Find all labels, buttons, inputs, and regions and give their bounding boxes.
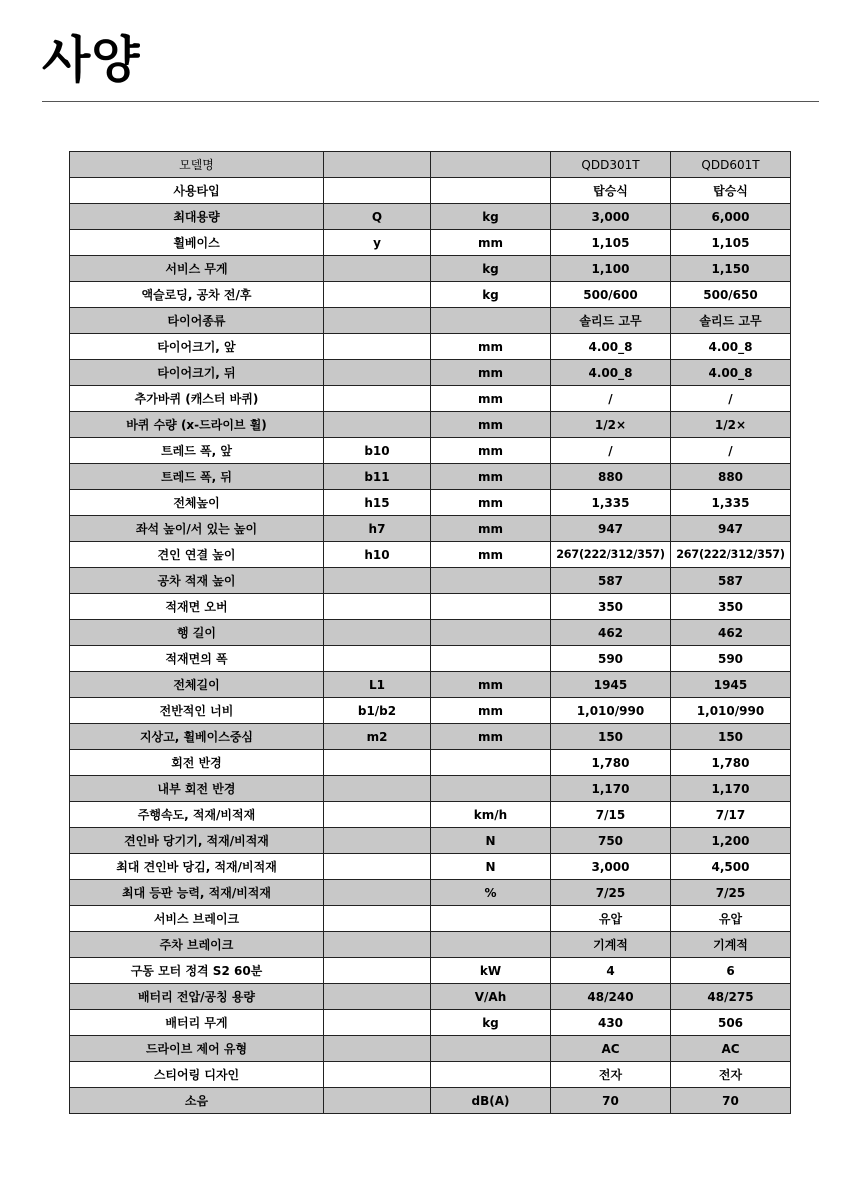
- spec-label: 공차 적재 높이: [70, 568, 324, 594]
- spec-unit: mm: [431, 516, 551, 542]
- spec-unit: [431, 620, 551, 646]
- spec-value-model-1: 1,100: [551, 256, 671, 282]
- spec-value-model-1: 전자: [551, 1062, 671, 1088]
- spec-unit: [431, 1036, 551, 1062]
- spec-label: 사용타입: [70, 178, 324, 204]
- spec-label: 내부 회전 반경: [70, 776, 324, 802]
- spec-value-model-2: 1,170: [671, 776, 791, 802]
- spec-symbol: [324, 620, 431, 646]
- spec-label: 추가바퀴 (캐스터 바퀴): [70, 386, 324, 412]
- spec-value-model-2: 1,150: [671, 256, 791, 282]
- spec-value-model-2: 500/650: [671, 282, 791, 308]
- spec-label: 바퀴 수량 (x-드라이브 휠): [70, 412, 324, 438]
- spec-symbol: b10: [324, 438, 431, 464]
- table-row: [70, 932, 791, 958]
- spec-value-model-2: 7/25: [671, 880, 791, 906]
- header-model: 모델명: [70, 152, 324, 178]
- header-unit: [431, 152, 551, 178]
- spec-value-model-2: 506: [671, 1010, 791, 1036]
- table-row: [70, 906, 791, 932]
- spec-value-model-1: 3,000: [551, 204, 671, 230]
- spec-unit: mm: [431, 542, 551, 568]
- spec-label: 트레드 폭, 뒤: [70, 464, 324, 490]
- spec-symbol: [324, 308, 431, 334]
- spec-value-model-1: 1/2×: [551, 412, 671, 438]
- spec-symbol: [324, 646, 431, 672]
- spec-unit: [431, 646, 551, 672]
- spec-symbol: [324, 412, 431, 438]
- table-row: [70, 672, 791, 698]
- table-row: [70, 516, 791, 542]
- spec-value-model-2: 590: [671, 646, 791, 672]
- spec-value-model-2: 1/2×: [671, 412, 791, 438]
- header-symbol: [324, 152, 431, 178]
- spec-value-model-2: 솔리드 고무: [671, 308, 791, 334]
- spec-label: 타이어종류: [70, 308, 324, 334]
- spec-symbol: m2: [324, 724, 431, 750]
- spec-label: 트레드 폭, 앞: [70, 438, 324, 464]
- spec-value-model-1: 탑승식: [551, 178, 671, 204]
- spec-value-model-1: 587: [551, 568, 671, 594]
- table-row: [70, 412, 791, 438]
- spec-symbol: [324, 802, 431, 828]
- spec-symbol: y: [324, 230, 431, 256]
- spec-value-model-2: 6: [671, 958, 791, 984]
- table-row: [70, 750, 791, 776]
- spec-value-model-2: 탑승식: [671, 178, 791, 204]
- table-row: [70, 1088, 791, 1114]
- spec-label: 최대용량: [70, 204, 324, 230]
- spec-unit: [431, 178, 551, 204]
- spec-value-model-1: 4.00_8: [551, 360, 671, 386]
- spec-label: 주차 브레이크: [70, 932, 324, 958]
- table-row: [70, 1036, 791, 1062]
- spec-symbol: b1/b2: [324, 698, 431, 724]
- spec-symbol: L1: [324, 672, 431, 698]
- spec-symbol: [324, 906, 431, 932]
- spec-symbol: [324, 1062, 431, 1088]
- spec-unit: %: [431, 880, 551, 906]
- spec-value-model-2: 350: [671, 594, 791, 620]
- spec-value-model-1: 3,000: [551, 854, 671, 880]
- spec-value-model-1: 70: [551, 1088, 671, 1114]
- spec-unit: kW: [431, 958, 551, 984]
- spec-label: 지상고, 휠베이스중심: [70, 724, 324, 750]
- spec-unit: kg: [431, 256, 551, 282]
- spec-value-model-1: 590: [551, 646, 671, 672]
- spec-label: 적재면의 폭: [70, 646, 324, 672]
- spec-value-model-2: /: [671, 438, 791, 464]
- spec-unit: kg: [431, 204, 551, 230]
- spec-value-model-2: 6,000: [671, 204, 791, 230]
- spec-unit: km/h: [431, 802, 551, 828]
- spec-symbol: Q: [324, 204, 431, 230]
- spec-unit: [431, 1062, 551, 1088]
- table-row: [70, 802, 791, 828]
- spec-symbol: [324, 776, 431, 802]
- spec-unit: [431, 906, 551, 932]
- spec-unit: mm: [431, 230, 551, 256]
- spec-value-model-2: 1,010/990: [671, 698, 791, 724]
- spec-label: 전반적인 너비: [70, 698, 324, 724]
- spec-value-model-1: 기계적: [551, 932, 671, 958]
- spec-symbol: [324, 984, 431, 1010]
- spec-value-model-2: 4.00_8: [671, 334, 791, 360]
- spec-unit: mm: [431, 334, 551, 360]
- table-row: [70, 1010, 791, 1036]
- spec-value-model-2: 1,780: [671, 750, 791, 776]
- spec-unit: mm: [431, 672, 551, 698]
- spec-value-model-2: 48/275: [671, 984, 791, 1010]
- spec-value-model-1: 유압: [551, 906, 671, 932]
- spec-value-model-1: 7/15: [551, 802, 671, 828]
- spec-symbol: b11: [324, 464, 431, 490]
- spec-label: 소음: [70, 1088, 324, 1114]
- spec-symbol: [324, 750, 431, 776]
- spec-label: 타이어크기, 앞: [70, 334, 324, 360]
- table-row: [70, 880, 791, 906]
- spec-label: 견인바 당기기, 적재/비적재: [70, 828, 324, 854]
- spec-value-model-2: AC: [671, 1036, 791, 1062]
- spec-unit: V/Ah: [431, 984, 551, 1010]
- spec-value-model-2: /: [671, 386, 791, 412]
- spec-label: 전체높이: [70, 490, 324, 516]
- spec-value-model-2: 267(222/312/357): [671, 542, 791, 568]
- spec-value-model-2: 1,200: [671, 828, 791, 854]
- spec-value-model-2: 유압: [671, 906, 791, 932]
- spec-unit: mm: [431, 386, 551, 412]
- spec-unit: kg: [431, 1010, 551, 1036]
- spec-label: 배터리 무게: [70, 1010, 324, 1036]
- spec-symbol: h10: [324, 542, 431, 568]
- spec-value-model-1: AC: [551, 1036, 671, 1062]
- spec-symbol: [324, 386, 431, 412]
- table-row: [70, 464, 791, 490]
- spec-value-model-1: 1945: [551, 672, 671, 698]
- table-header-row: [70, 152, 791, 178]
- spec-label: 최대 견인바 당김, 적재/비적재: [70, 854, 324, 880]
- table-row: [70, 594, 791, 620]
- spec-label: 드라이브 제어 유형: [70, 1036, 324, 1062]
- spec-value-model-1: 350: [551, 594, 671, 620]
- spec-value-model-2: 1945: [671, 672, 791, 698]
- spec-label: 행 길이: [70, 620, 324, 646]
- spec-unit: mm: [431, 360, 551, 386]
- spec-symbol: [324, 178, 431, 204]
- spec-value-model-1: 500/600: [551, 282, 671, 308]
- spec-unit: [431, 932, 551, 958]
- spec-unit: [431, 776, 551, 802]
- spec-label: 휠베이스: [70, 230, 324, 256]
- spec-label: 배터리 전압/공칭 용량: [70, 984, 324, 1010]
- spec-label: 적재면 오버: [70, 594, 324, 620]
- table-row: [70, 828, 791, 854]
- spec-value-model-1: 462: [551, 620, 671, 646]
- spec-symbol: [324, 256, 431, 282]
- spec-value-model-1: 947: [551, 516, 671, 542]
- spec-value-model-2: 150: [671, 724, 791, 750]
- spec-value-model-1: /: [551, 438, 671, 464]
- spec-value-model-1: 솔리드 고무: [551, 308, 671, 334]
- spec-label: 서비스 브레이크: [70, 906, 324, 932]
- spec-symbol: [324, 594, 431, 620]
- spec-label: 구동 모터 정격 S2 60분: [70, 958, 324, 984]
- spec-label: 주행속도, 적재/비적재: [70, 802, 324, 828]
- spec-value-model-2: 70: [671, 1088, 791, 1114]
- spec-value-model-1: 1,105: [551, 230, 671, 256]
- spec-value-model-1: 1,170: [551, 776, 671, 802]
- table-row: [70, 1062, 791, 1088]
- spec-value-model-1: 1,010/990: [551, 698, 671, 724]
- spec-value-model-2: 1,335: [671, 490, 791, 516]
- spec-value-model-2: 462: [671, 620, 791, 646]
- spec-value-model-1: 4.00_8: [551, 334, 671, 360]
- table-row: [70, 230, 791, 256]
- spec-unit: [431, 750, 551, 776]
- spec-value-model-1: 750: [551, 828, 671, 854]
- spec-label: 타이어크기, 뒤: [70, 360, 324, 386]
- table-row: [70, 490, 791, 516]
- spec-label: 액슬로딩, 공차 전/후: [70, 282, 324, 308]
- spec-value-model-2: 947: [671, 516, 791, 542]
- spec-symbol: h7: [324, 516, 431, 542]
- table-row: [70, 360, 791, 386]
- spec-value-model-2: 1,105: [671, 230, 791, 256]
- spec-value-model-2: 4,500: [671, 854, 791, 880]
- spec-value-model-1: 430: [551, 1010, 671, 1036]
- spec-unit: [431, 594, 551, 620]
- spec-symbol: [324, 1010, 431, 1036]
- spec-unit: mm: [431, 464, 551, 490]
- spec-label: 서비스 무게: [70, 256, 324, 282]
- spec-value-model-2: 880: [671, 464, 791, 490]
- table-row: [70, 984, 791, 1010]
- table-row: [70, 646, 791, 672]
- spec-symbol: [324, 360, 431, 386]
- table-row: [70, 256, 791, 282]
- spec-unit: mm: [431, 698, 551, 724]
- spec-symbol: [324, 828, 431, 854]
- table-row: [70, 724, 791, 750]
- spec-label: 좌석 높이/서 있는 높이: [70, 516, 324, 542]
- table-row: [70, 308, 791, 334]
- header-model-1: QDD301T: [551, 152, 671, 178]
- spec-symbol: [324, 568, 431, 594]
- spec-value-model-1: 880: [551, 464, 671, 490]
- spec-symbol: [324, 880, 431, 906]
- title-divider: [42, 101, 819, 102]
- table-row: [70, 698, 791, 724]
- spec-label: 전체길이: [70, 672, 324, 698]
- spec-symbol: [324, 958, 431, 984]
- table-row: [70, 542, 791, 568]
- table-row: [70, 568, 791, 594]
- table-row: [70, 282, 791, 308]
- spec-unit: [431, 308, 551, 334]
- spec-value-model-2: 587: [671, 568, 791, 594]
- spec-symbol: h15: [324, 490, 431, 516]
- spec-table: [69, 151, 791, 1114]
- spec-value-model-2: 7/17: [671, 802, 791, 828]
- spec-value-model-2: 4.00_8: [671, 360, 791, 386]
- spec-unit: kg: [431, 282, 551, 308]
- spec-symbol: [324, 854, 431, 880]
- spec-symbol: [324, 1036, 431, 1062]
- spec-unit: mm: [431, 438, 551, 464]
- spec-value-model-1: 48/240: [551, 984, 671, 1010]
- table-row: [70, 178, 791, 204]
- spec-symbol: [324, 334, 431, 360]
- spec-unit: mm: [431, 412, 551, 438]
- header-model-2: QDD601T: [671, 152, 791, 178]
- spec-symbol: [324, 282, 431, 308]
- spec-value-model-1: 4: [551, 958, 671, 984]
- page-title: 사양: [42, 31, 141, 89]
- spec-unit: dB(A): [431, 1088, 551, 1114]
- table-row: [70, 386, 791, 412]
- spec-unit: [431, 568, 551, 594]
- spec-unit: N: [431, 854, 551, 880]
- spec-symbol: [324, 1088, 431, 1114]
- spec-unit: mm: [431, 724, 551, 750]
- table-row: [70, 620, 791, 646]
- spec-symbol: [324, 932, 431, 958]
- spec-value-model-1: 1,335: [551, 490, 671, 516]
- spec-value-model-1: 7/25: [551, 880, 671, 906]
- spec-value-model-1: 1,780: [551, 750, 671, 776]
- spec-value-model-2: 전자: [671, 1062, 791, 1088]
- spec-value-model-2: 기계적: [671, 932, 791, 958]
- spec-value-model-1: /: [551, 386, 671, 412]
- table-row: [70, 438, 791, 464]
- table-row: [70, 776, 791, 802]
- table-row: [70, 204, 791, 230]
- spec-label: 최대 등판 능력, 적재/비적재: [70, 880, 324, 906]
- spec-label: 스티어링 디자인: [70, 1062, 324, 1088]
- spec-value-model-1: 150: [551, 724, 671, 750]
- spec-unit: N: [431, 828, 551, 854]
- spec-label: 견인 연결 높이: [70, 542, 324, 568]
- table-row: [70, 854, 791, 880]
- spec-label: 회전 반경: [70, 750, 324, 776]
- spec-value-model-1: 267(222/312/357): [551, 542, 671, 568]
- table-row: [70, 958, 791, 984]
- table-row: [70, 334, 791, 360]
- spec-unit: mm: [431, 490, 551, 516]
